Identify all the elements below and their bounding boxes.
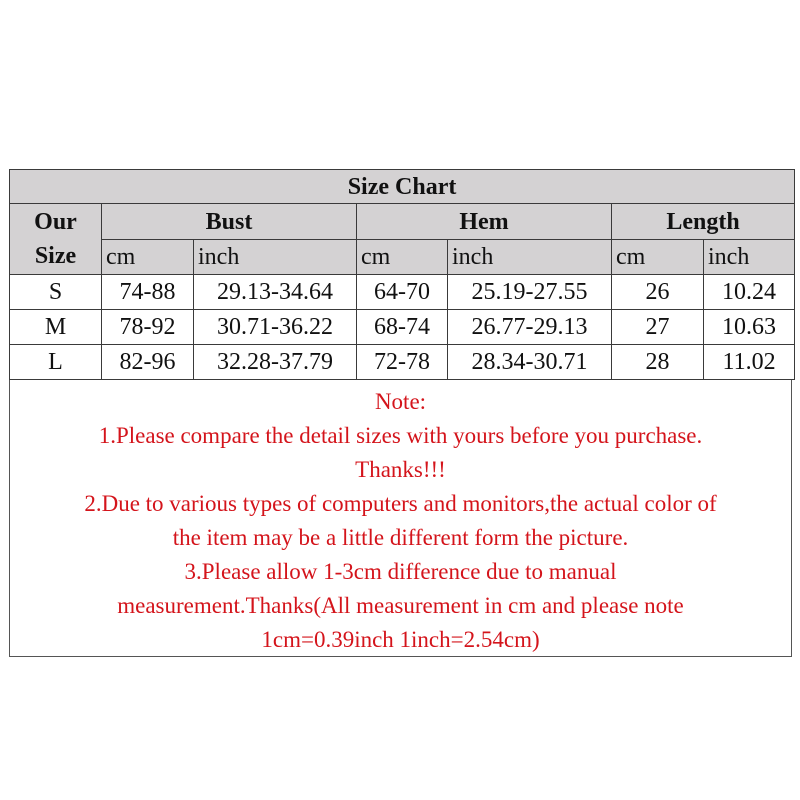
length-header: Length [612,204,795,240]
note-line: Thanks!!! [355,457,446,482]
note-line: 1.Please compare the detail sizes with yours before you purchase. [98,423,703,448]
our-size-line2: Size [34,243,77,269]
hem-header: Hem [357,204,612,240]
bust-cm-cell: 74-88 [102,275,194,310]
note-line: 3.Please allow 1-3cm difference due to manual [184,559,617,584]
length-cm-cell: 26 [612,275,704,310]
bust-inch-cell: 32.28-37.79 [194,345,357,380]
table-row [10,275,795,310]
bust-cm-cell: 82-96 [102,345,194,380]
hem-cm-cell: 68-74 [357,310,448,345]
table-row [10,345,795,380]
length-cm-cell: 27 [612,310,704,345]
notes-heading: Note: [374,389,427,414]
unit-header: inch [448,240,612,275]
our-size-header [10,204,102,275]
table-row [10,310,795,345]
unit-header: inch [704,240,795,275]
bust-inch-cell: 30.71-36.22 [194,310,357,345]
hem-inch-cell: 28.34-30.71 [448,345,612,380]
note-line: 1cm=0.39inch 1inch=2.54cm) [261,627,540,652]
length-inch-cell: 11.02 [704,345,795,380]
bust-inch-cell: 29.13-34.64 [194,275,357,310]
note-line: measurement.Thanks(All measurement in cm and please note [117,593,684,618]
unit-header: cm [102,240,194,275]
size-cell: S [10,275,102,310]
hem-cm-cell: 64-70 [357,275,448,310]
bust-header: Bust [102,204,357,240]
size-chart [9,169,794,380]
length-inch-cell: 10.63 [704,310,795,345]
hem-inch-cell: 26.77-29.13 [448,310,612,345]
size-cell: M [10,310,102,345]
notes-section [9,380,792,657]
size-chart-table [9,169,795,380]
hem-inch-cell: 25.19-27.55 [448,275,612,310]
length-cm-cell: 28 [612,345,704,380]
length-inch-cell: 10.24 [704,275,795,310]
our-size-line1: Our [34,209,77,235]
unit-header: inch [194,240,357,275]
note-line: 2.Due to various types of computers and monitors,the actual color of [84,491,717,516]
table-title: Size Chart [10,170,795,204]
note-line: the item may be a little different form the picture. [172,525,629,550]
bust-cm-cell: 78-92 [102,310,194,345]
hem-cm-cell: 72-78 [357,345,448,380]
unit-header: cm [612,240,704,275]
size-cell: L [10,345,102,380]
unit-header: cm [357,240,448,275]
